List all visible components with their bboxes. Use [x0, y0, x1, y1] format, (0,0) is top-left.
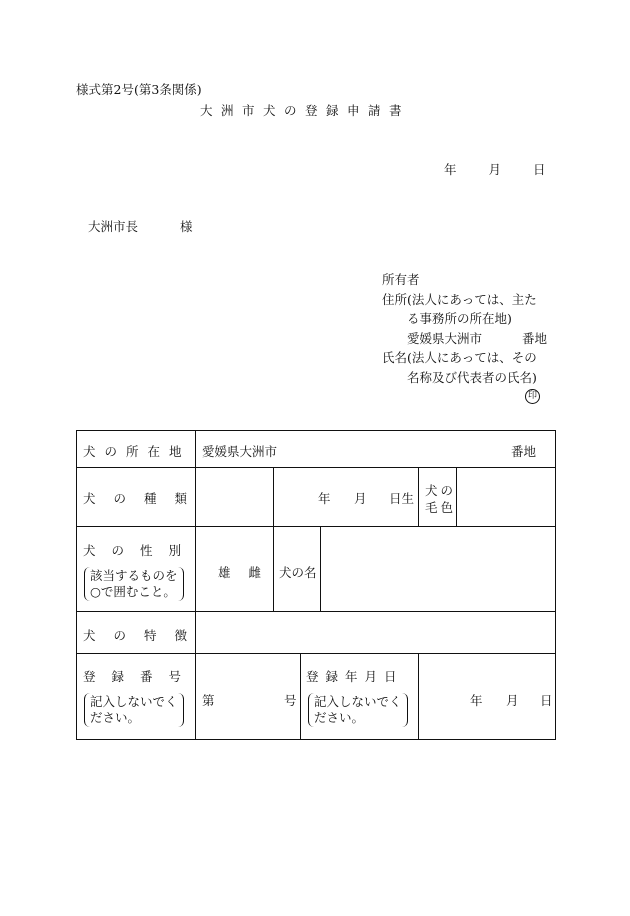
sex-note-2: ○で囲むこと。	[90, 584, 176, 599]
addressee-name: 大洲市長	[88, 219, 139, 234]
registration-table	[76, 430, 556, 740]
form-number-label: 様式第2号(第3条関係)	[76, 82, 202, 97]
reg-day: 日	[540, 693, 553, 708]
coat-label-2: 毛色	[425, 500, 457, 515]
reg-no-suffix: 号	[284, 693, 297, 708]
reg-no-note	[84, 693, 184, 727]
birth-month: 月	[354, 491, 367, 506]
location-suffix: 番地	[511, 444, 537, 459]
reg-no-note-2: ださい。	[90, 710, 141, 725]
sex-label: 犬の性別	[83, 543, 198, 558]
birth-year: 年	[318, 491, 331, 506]
owner-block	[382, 270, 547, 387]
sex-options: 雄 雌	[218, 565, 268, 580]
breed-label: 犬の種類	[83, 491, 206, 506]
seal-mark: 印	[525, 389, 540, 404]
date-day: 日	[532, 162, 546, 177]
reg-date-note-1: 記入しないでく	[314, 694, 402, 709]
features-label: 犬の特徴	[83, 628, 206, 643]
reg-year: 年	[470, 693, 483, 708]
date-month: 月	[488, 162, 501, 177]
reg-month: 月	[506, 693, 519, 708]
date-year: 年	[444, 162, 457, 177]
reg-no-prefix: 第	[202, 693, 215, 708]
sex-note	[84, 567, 184, 601]
owner-address-value: 愛媛県大洲市	[407, 330, 483, 346]
coat-label-1: 犬の	[425, 483, 457, 498]
owner-address-label: 住所(法人にあっては、主た	[382, 291, 537, 307]
owner-name-label-2: 名称及び代表者の氏名)	[407, 369, 537, 385]
owner-address-label-2: る事務所の所在地)	[407, 311, 512, 326]
application-date	[444, 160, 545, 178]
birth-day: 日生	[389, 491, 415, 506]
owner-label: 所有者	[382, 272, 420, 287]
location-label: 犬の所在地	[83, 444, 191, 459]
page-title: 大洲市犬の登録申請書	[200, 103, 411, 118]
reg-date-note-2: ださい。	[314, 710, 365, 725]
reg-no-label: 登録番号	[83, 669, 198, 684]
sex-note-1: 該当するものを	[90, 568, 178, 583]
reg-date-note	[308, 693, 408, 727]
owner-name-label: 氏名(法人にあっては、その	[382, 350, 537, 365]
addressee-honorific: 様	[180, 219, 193, 234]
owner-address	[382, 329, 547, 349]
dog-name-label: 犬の名	[279, 565, 317, 580]
addressee	[88, 217, 193, 235]
owner-address-suffix: 番地	[522, 330, 548, 346]
reg-no-note-1: 記入しないでく	[90, 694, 178, 709]
reg-date-label: 登録年月日	[306, 669, 404, 684]
location-value: 愛媛県大洲市	[202, 444, 278, 459]
